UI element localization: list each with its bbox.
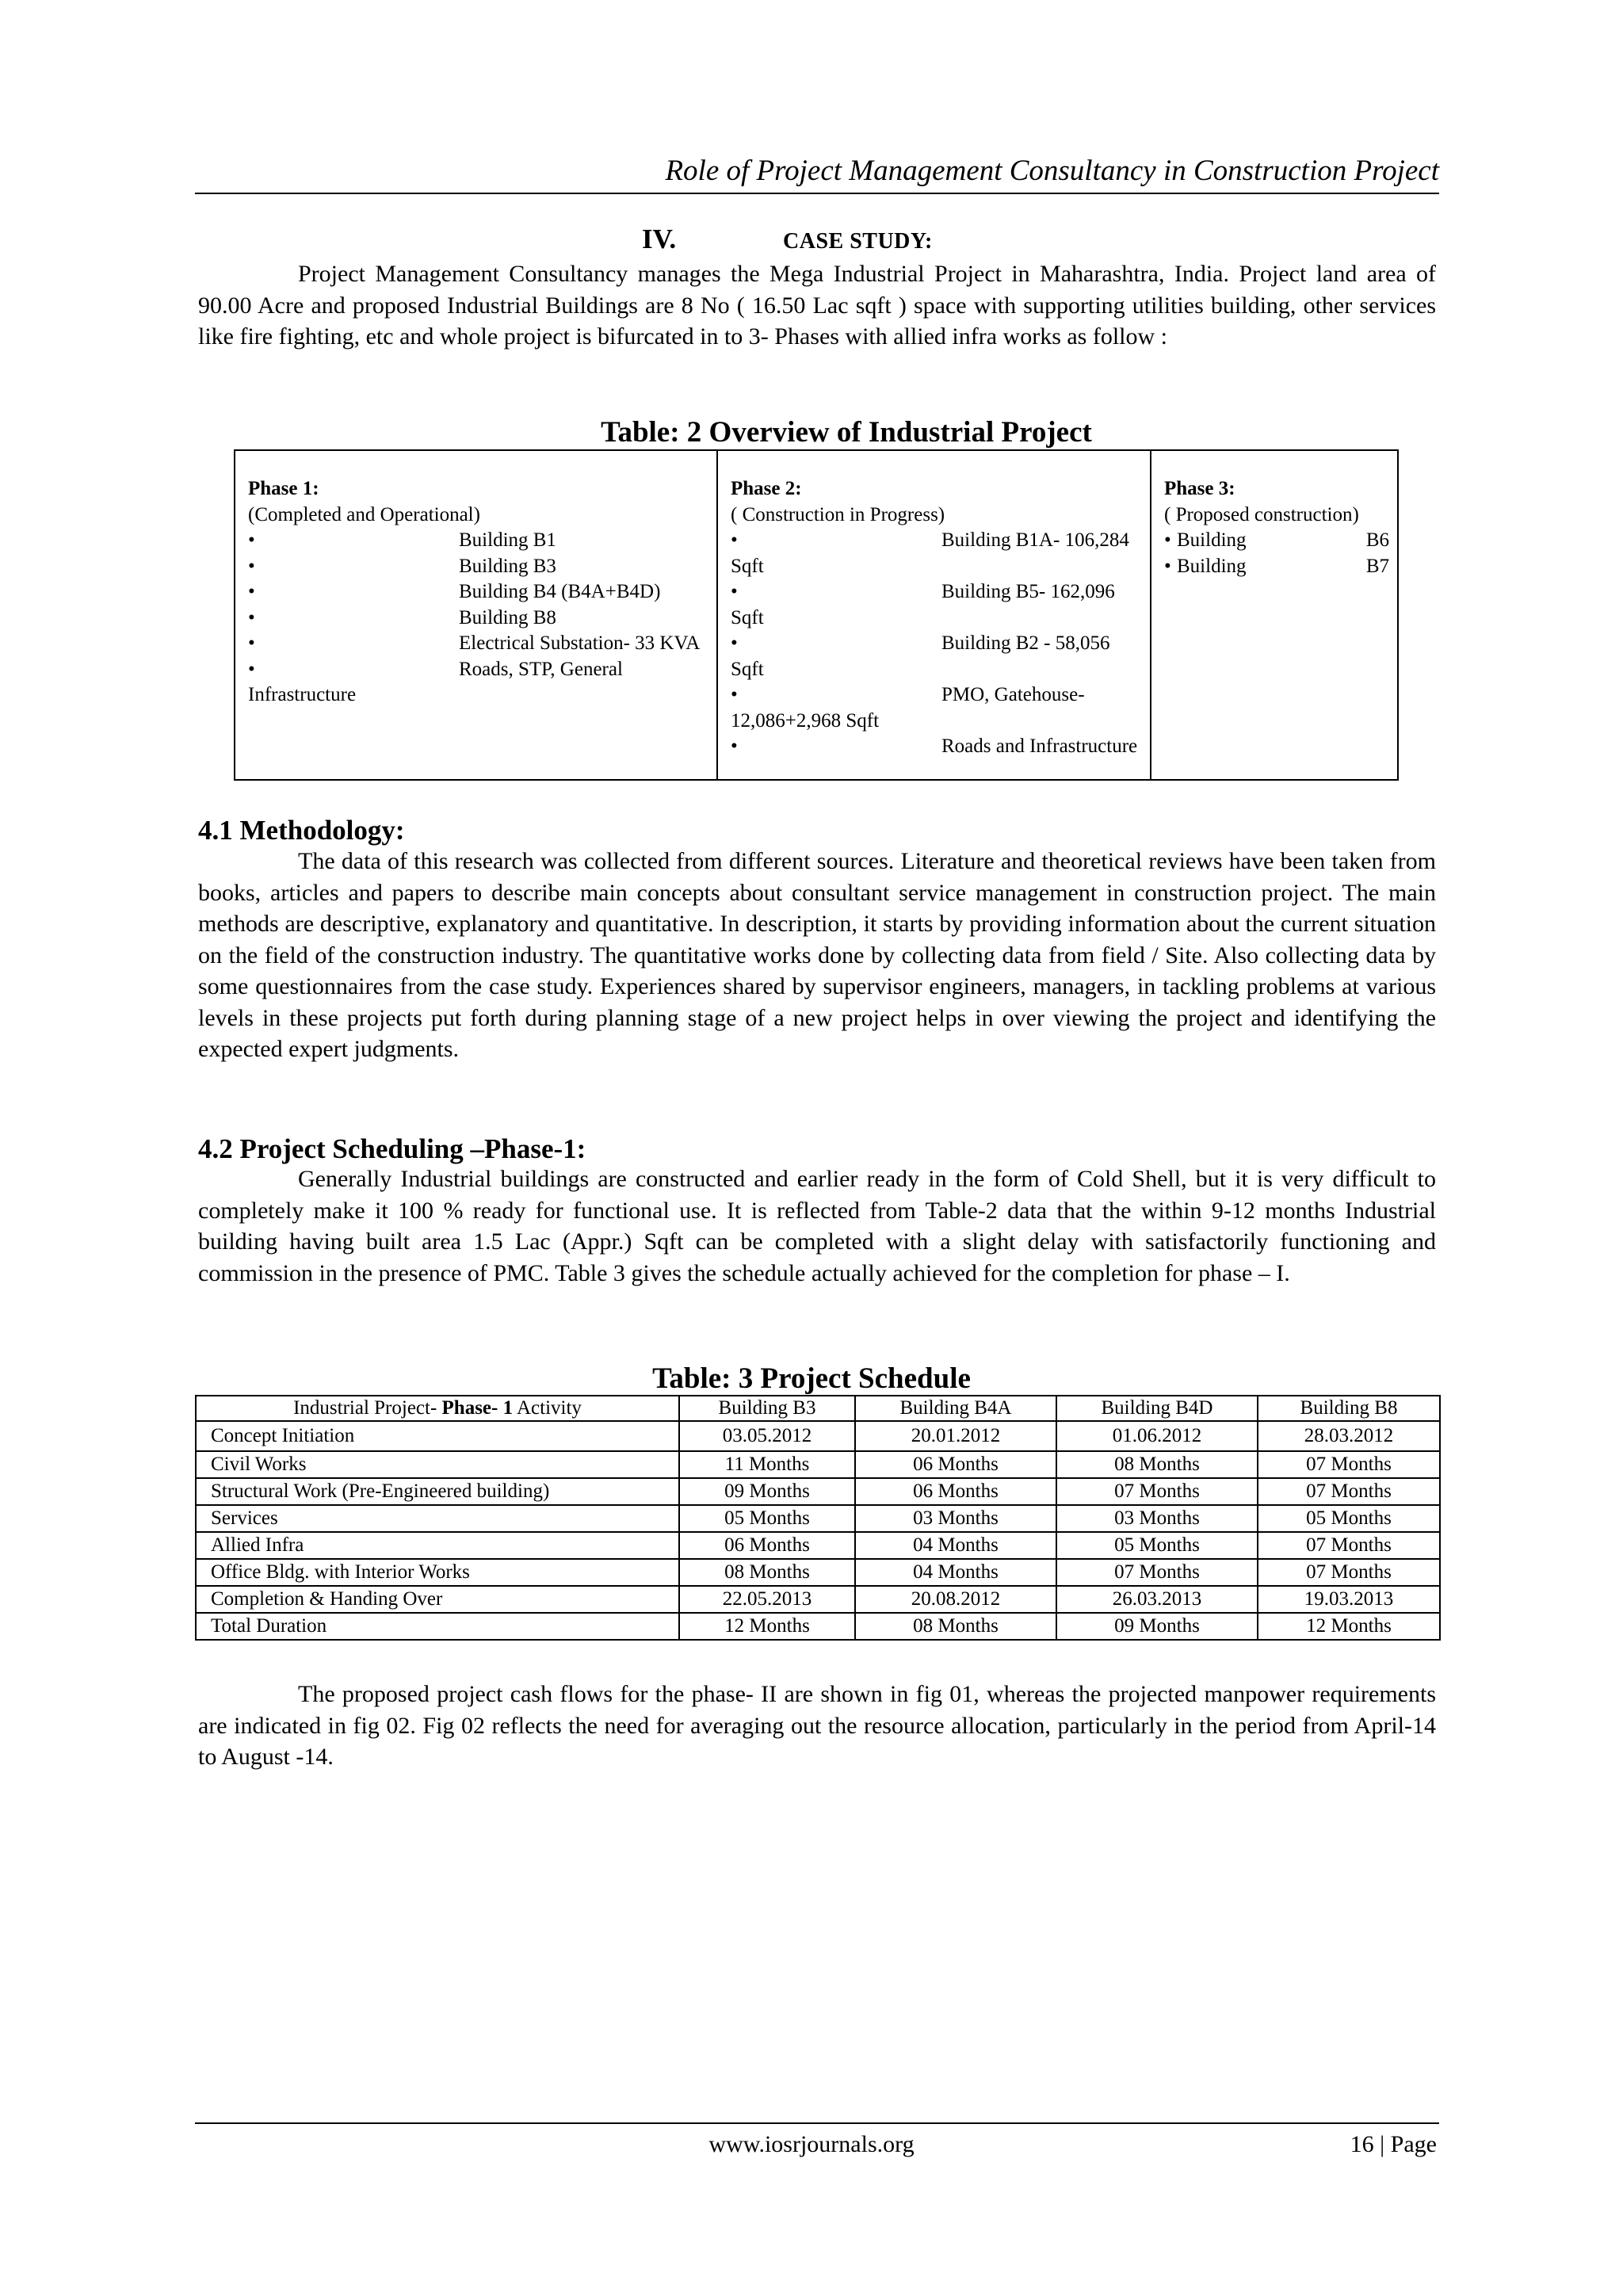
table-cell-activity: Structural Work (Pre-Engineered building)	[196, 1478, 679, 1505]
phase1-subtitle: (Completed and Operational)	[248, 503, 480, 525]
header-rule	[195, 193, 1439, 194]
bullet-item	[731, 528, 1142, 579]
table-cell-value: 05 Months	[1056, 1532, 1258, 1559]
bullet-item	[731, 579, 1142, 631]
table-cell-value: 06 Months	[855, 1451, 1056, 1478]
table-cell-value: 06 Months	[679, 1532, 855, 1559]
table-cell-activity: Concept Initiation	[196, 1421, 679, 1451]
phase2-list	[731, 528, 1142, 760]
bullet-icon: •	[248, 658, 255, 680]
table-row	[196, 1451, 1440, 1478]
table-cell-activity: Allied Infra	[196, 1532, 679, 1559]
table-cell-value: 07 Months	[1258, 1532, 1440, 1559]
table-cell-value: 07 Months	[1258, 1478, 1440, 1505]
phase2-subtitle: ( Construction in Progress)	[731, 503, 945, 525]
table3-body	[196, 1421, 1440, 1640]
table-cell-activity: Services	[196, 1505, 679, 1532]
table3-header-b3: Building B3	[679, 1396, 855, 1421]
bullet-item	[248, 528, 708, 554]
table2-overview	[234, 449, 1399, 781]
table-cell-value: 03.05.2012	[679, 1421, 855, 1451]
phase3-list	[1164, 528, 1389, 579]
table3-header-activity: Industrial Project- Phase- 1 Activity	[196, 1396, 679, 1421]
phase2-title: Phase 2:	[731, 478, 802, 499]
table2-phase2-cell	[716, 451, 1150, 779]
table3-header-b4a: Building B4A	[855, 1396, 1056, 1421]
table-cell-value: 28.03.2012	[1258, 1421, 1440, 1451]
table-cell-value: 03 Months	[855, 1505, 1056, 1532]
table-cell-activity: Completion & Handing Over	[196, 1586, 679, 1613]
footer-rule	[195, 2122, 1439, 2124]
table-cell-value: 04 Months	[855, 1559, 1056, 1586]
phase3-title: Phase 3:	[1164, 478, 1235, 499]
closing-paragraph: The proposed project cash flows for the phase- II are shown in fig 01, whereas the projected manpower requirements are indicated in fig 02. Fig 02 reflects the need for averaging out the resource allocation, particularly in the period from April-14 to August -14.	[198, 1681, 1436, 1770]
bullet-text: Building B6	[1177, 529, 1389, 551]
bullet-icon: •	[731, 529, 738, 551]
section-number: IV.	[642, 223, 677, 254]
bullet-item	[731, 631, 1142, 682]
table-cell-value: 04 Months	[855, 1532, 1056, 1559]
bullet-text: Building B1	[459, 529, 556, 551]
table-row	[196, 1613, 1440, 1640]
bullet-item	[1164, 528, 1389, 554]
methodology-heading: 4.1 Methodology:	[198, 815, 405, 846]
bullet-text: Electrical Substation- 33 KVA	[459, 632, 701, 654]
bullet-icon: •	[248, 632, 255, 654]
table2-caption: Table: 2 Overview of Industrial Project	[601, 416, 1092, 449]
bullet-text: Roads, STP, General Infrastructure	[248, 658, 623, 705]
bullet-icon: •	[731, 581, 738, 602]
table-cell-value: 11 Months	[679, 1451, 855, 1478]
table-cell-value: 26.03.2013	[1056, 1586, 1258, 1613]
bullet-item	[731, 734, 1142, 760]
table-cell-value: 20.01.2012	[855, 1421, 1056, 1451]
bullet-text: Building B7	[1177, 555, 1389, 577]
table-row	[196, 1559, 1440, 1586]
table-cell-value: 07 Months	[1056, 1559, 1258, 1586]
bullet-icon: •	[248, 555, 255, 577]
table3-header-b8: Building B8	[1258, 1396, 1440, 1421]
bullet-item	[248, 631, 708, 657]
table-cell-value: 08 Months	[679, 1559, 855, 1586]
table-row	[196, 1421, 1440, 1451]
table-row	[196, 1532, 1440, 1559]
footer-site: www.iosrjournals.org	[708, 2131, 915, 2157]
bullet-icon: •	[248, 529, 255, 551]
table-cell-value: 03 Months	[1056, 1505, 1258, 1532]
table-cell-value: 05 Months	[679, 1505, 855, 1532]
running-header: Role of Project Management Consultancy in Construction Project	[665, 155, 1439, 187]
bullet-item	[248, 554, 708, 580]
table-cell-value: 08 Months	[1056, 1451, 1258, 1478]
bullet-text: Building B5- 162,096 Sqft	[731, 581, 1115, 628]
bullet-text: Building B2 - 58,056 Sqft	[731, 632, 1110, 680]
table-cell-value: 12 Months	[1258, 1613, 1440, 1640]
table3-header-row	[196, 1396, 1440, 1421]
bullet-icon: •	[1164, 555, 1171, 577]
table3-schedule	[195, 1395, 1441, 1641]
table-row	[196, 1586, 1440, 1613]
table-cell-value: 01.06.2012	[1056, 1421, 1258, 1451]
bullet-text: Building B4 (B4A+B4D)	[459, 581, 661, 602]
table-cell-value: 05 Months	[1258, 1505, 1440, 1532]
bullet-icon: •	[1164, 529, 1171, 551]
phase1-title: Phase 1:	[248, 478, 319, 499]
bullet-icon: •	[731, 735, 738, 757]
bullet-icon: •	[248, 606, 255, 628]
table-cell-activity: Civil Works	[196, 1451, 679, 1478]
table-cell-value: 12 Months	[679, 1613, 855, 1640]
table-row	[196, 1505, 1440, 1532]
bullet-item	[248, 606, 708, 632]
bullet-icon: •	[731, 632, 738, 654]
table2-phase1-cell	[235, 451, 716, 779]
table-cell-value: 22.05.2013	[679, 1586, 855, 1613]
section-title: CASE STUDY:	[783, 229, 933, 254]
bullet-item	[1164, 554, 1389, 580]
bullet-item	[731, 682, 1142, 734]
table-cell-value: 07 Months	[1056, 1478, 1258, 1505]
table-cell-value: 07 Months	[1258, 1451, 1440, 1478]
phase3-subtitle: ( Proposed construction)	[1164, 503, 1359, 525]
bullet-text: Roads and Infrastructure	[941, 735, 1138, 757]
scheduling-paragraph: Generally Industrial buildings are constructed and earlier ready in the form of Cold Shell, but it is very difficult to completely make it 100 % ready for functional use. It is reflected from Table-2 data that the within 9-12 months Industrial building having built area 1.5 Lac (Appr.) Sqft can be completed with a slight delay with satisfactorily functioning and commission in the presence of PMC. Table 3 gives the schedule actually achieved for the completion for phase – I.	[198, 1166, 1436, 1286]
table-cell-value: 19.03.2013	[1258, 1586, 1440, 1613]
phase1-list	[248, 528, 708, 709]
bullet-icon: •	[248, 581, 255, 602]
bullet-text: Building B1A- 106,284 Sqft	[731, 529, 1129, 577]
table-cell-value: 09 Months	[1056, 1613, 1258, 1640]
section-heading	[642, 220, 933, 261]
methodology-paragraph: The data of this research was collected from different sources. Literature and theoretical reviews have been taken from books, articles and papers to describe main concepts about consultant service management in construction project. The main methods are descriptive, explanatory and quantitative. In description, it starts by providing information about the current situation on the field of the construction industry. The quantitative works done by collecting data from field / Site. Also collecting data by some questionnaires from the case study. Experiences shared by supervisor engineers, managers, in tackling problems at various levels in these projects put forth during planning stage of a new project helps in over viewing the project and identifying the expected expert judgments.	[198, 848, 1436, 1062]
table-cell-value: 07 Months	[1258, 1559, 1440, 1586]
bullet-text: Building B3	[459, 555, 556, 577]
table-row	[196, 1478, 1440, 1505]
table2-phase3-cell	[1150, 451, 1397, 779]
case-study-paragraph: Project Management Consultancy manages the Mega Industrial Project in Maharashtra, India. Project land area of 90.00 Acre and proposed Industrial Buildings are 8 No ( 16.50 Lac sqft ) space with supporting utilities building, other services like fire fighting, etc and whole project is bifurcated in to 3- Phases with allied infra works as follow :	[198, 261, 1436, 350]
bullet-icon: •	[731, 684, 738, 705]
bullet-text: Building B8	[459, 606, 556, 628]
table3-caption: Table: 3 Project Schedule	[652, 1362, 971, 1395]
table-cell-activity: Office Bldg. with Interior Works	[196, 1559, 679, 1586]
table-cell-value: 09 Months	[679, 1478, 855, 1505]
scheduling-heading: 4.2 Project Scheduling –Phase-1:	[198, 1133, 586, 1164]
table-cell-value: 20.08.2012	[855, 1586, 1056, 1613]
bullet-item	[248, 579, 708, 606]
table3-header-b4d: Building B4D	[1056, 1396, 1258, 1421]
bullet-text: PMO, Gatehouse- 12,086+2,968 Sqft	[731, 684, 1085, 732]
table-cell-activity: Total Duration	[196, 1613, 679, 1640]
table-cell-value: 06 Months	[855, 1478, 1056, 1505]
footer-page-number: 16 | Page	[1350, 2131, 1437, 2157]
table-cell-value: 08 Months	[855, 1613, 1056, 1640]
bullet-item	[248, 657, 708, 709]
